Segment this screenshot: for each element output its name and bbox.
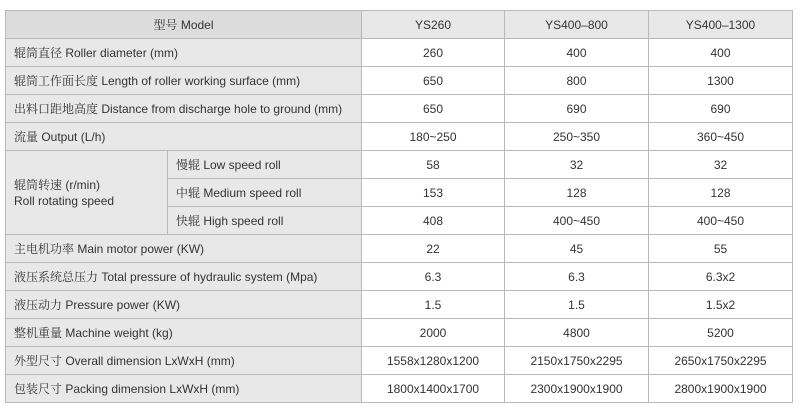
row-value: 2000 (362, 319, 505, 347)
spec-row (6, 67, 793, 95)
row-value: 6.3 (505, 263, 649, 291)
model-name: YS400–1300 (649, 11, 793, 39)
row-value: 360~450 (649, 123, 793, 151)
speed-sub-label: 慢辊 Low speed roll (168, 151, 362, 179)
row-value: 400 (649, 39, 793, 67)
row-value: 1800x1400x1700 (362, 375, 505, 403)
row-value: 22 (362, 235, 505, 263)
row-value: 4800 (505, 319, 649, 347)
row-value: 250~350 (505, 123, 649, 151)
model-name: YS400–800 (505, 11, 649, 39)
speed-value: 400~450 (505, 207, 649, 235)
spec-table-body (6, 11, 793, 403)
row-value: 180~250 (362, 123, 505, 151)
speed-row (6, 151, 793, 179)
spec-row (6, 347, 793, 375)
speed-value: 32 (505, 151, 649, 179)
row-value: 650 (362, 67, 505, 95)
row-label: 出料口距地高度 Distance from discharge hole to ground (mm) (6, 95, 362, 123)
row-label: 主电机功率 Main motor power (KW) (6, 235, 362, 263)
row-label: 液压系统总压力 Total pressure of hydraulic system (Mpa) (6, 263, 362, 291)
row-label: 外型尺寸 Overall dimension LxWxH (mm) (6, 347, 362, 375)
row-label: 液压动力 Pressure power (KW) (6, 291, 362, 319)
row-value: 1.5x2 (649, 291, 793, 319)
spec-row (6, 39, 793, 67)
speed-value: 408 (362, 207, 505, 235)
row-value: 260 (362, 39, 505, 67)
row-value: 1558x1280x1200 (362, 347, 505, 375)
speed-group-label-cn: 辊筒转速 (r/min) (14, 177, 100, 192)
spec-row (6, 375, 793, 403)
row-value: 690 (649, 95, 793, 123)
row-value: 650 (362, 95, 505, 123)
spec-row (6, 123, 793, 151)
row-value: 2300x1900x1900 (505, 375, 649, 403)
spec-row (6, 95, 793, 123)
row-value: 55 (649, 235, 793, 263)
speed-value: 32 (649, 151, 793, 179)
header-row (6, 11, 793, 39)
row-value: 1.5 (362, 291, 505, 319)
row-value: 1.5 (505, 291, 649, 319)
row-value: 1300 (649, 67, 793, 95)
speed-value: 153 (362, 179, 505, 207)
speed-value: 58 (362, 151, 505, 179)
spec-table (5, 10, 793, 403)
row-label: 整机重量 Machine weight (kg) (6, 319, 362, 347)
speed-value: 128 (505, 179, 649, 207)
row-value: 45 (505, 235, 649, 263)
row-value: 5200 (649, 319, 793, 347)
row-value: 800 (505, 67, 649, 95)
row-value: 400 (505, 39, 649, 67)
spec-row (6, 263, 793, 291)
speed-value: 128 (649, 179, 793, 207)
row-value: 2800x1900x1900 (649, 375, 793, 403)
row-label: 辊筒直径 Roller diameter (mm) (6, 39, 362, 67)
row-label: 辊筒工作面长度 Length of roller working surface (mm) (6, 67, 362, 95)
spec-row (6, 235, 793, 263)
spec-row (6, 319, 793, 347)
row-value: 6.3 (362, 263, 505, 291)
model-header: 型号 Model (6, 11, 362, 39)
speed-group-label-en: Roll rotating speed (14, 193, 115, 208)
row-value: 2650x1750x2295 (649, 347, 793, 375)
speed-sub-label: 快辊 High speed roll (168, 207, 362, 235)
speed-sub-label: 中辊 Medium speed roll (168, 179, 362, 207)
speed-group-label (6, 151, 168, 235)
row-value: 2150x1750x2295 (505, 347, 649, 375)
spec-row (6, 291, 793, 319)
speed-value: 400~450 (649, 207, 793, 235)
row-value: 690 (505, 95, 649, 123)
row-value: 6.3x2 (649, 263, 793, 291)
model-name: YS260 (362, 11, 505, 39)
row-label: 包装尺寸 Packing dimension LxWxH (mm) (6, 375, 362, 403)
row-label: 流量 Output (L/h) (6, 123, 362, 151)
